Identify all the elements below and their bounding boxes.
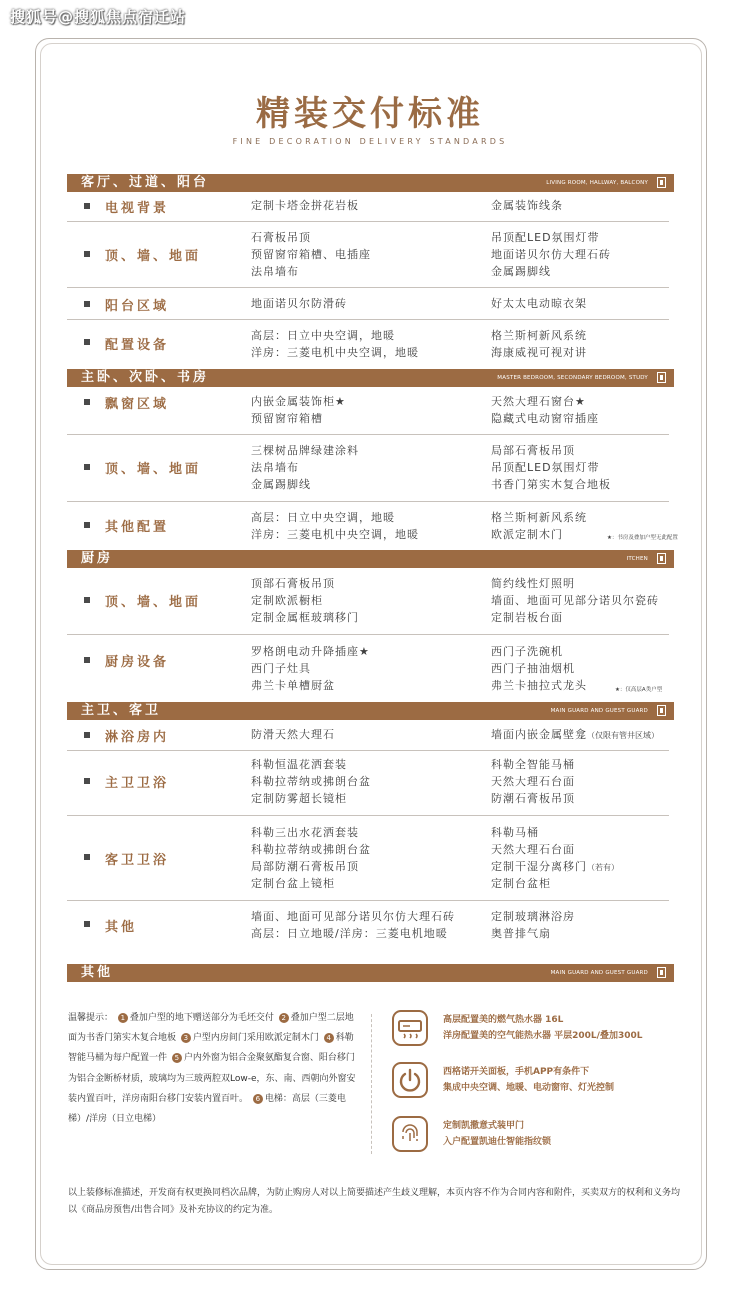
divider xyxy=(67,634,669,635)
section-subtitle: MASTER BEDROOM, SECONDARY BEDROOM, STUDY xyxy=(497,375,648,381)
col-left: 顶部石膏板吊顶 定制欧派橱柜 定制金属框玻璃移门 xyxy=(251,577,359,624)
row-label: 飘窗区域 xyxy=(105,397,170,412)
tip-text: 科勒智能马桶为每户配置一件 xyxy=(68,1033,354,1064)
bullet-icon xyxy=(84,203,90,209)
section-title: 其他 xyxy=(81,965,114,980)
divider xyxy=(67,287,669,288)
divider xyxy=(67,750,669,751)
door-icon xyxy=(657,705,666,716)
section-subtitle: LIVING ROOM, HALLWAY, BALCONY xyxy=(546,180,648,186)
feature-line: 高层配置美的燃气热水器 16L xyxy=(443,1015,564,1025)
col-right: 金属装饰线条 xyxy=(491,199,563,212)
divider xyxy=(67,221,669,222)
row-label: 其他 xyxy=(105,920,138,935)
tip-text: 电梯：高层（三菱电梯）/洋房（日立电梯） xyxy=(68,1093,346,1125)
bullet-icon xyxy=(84,921,90,927)
tip-number: 1 xyxy=(118,1013,128,1023)
col-right: 局部石膏板吊顶 吊顶配LED氛围灯带 书香门第实木复合地板 xyxy=(491,444,611,491)
row-label: 主卫卫浴 xyxy=(105,776,170,791)
row-label: 顶、墙、地面 xyxy=(105,462,202,477)
bullet-icon xyxy=(84,301,90,307)
col-right: 墙面内嵌金属壁龛（仅限有管井区域） xyxy=(491,728,659,741)
bullet-icon xyxy=(84,399,90,405)
col-right: 西门子洗碗机 西门子抽油烟机 弗兰卡抽拉式龙头 xyxy=(491,645,587,692)
col-right: 定制玻璃淋浴房 奥普排气扇 xyxy=(491,910,575,940)
tips-lead: 温馨提示： xyxy=(68,1013,114,1023)
water-heater-icon xyxy=(392,1010,428,1046)
tip-text: 叠加户型的地下赠送部分为毛坯交付 xyxy=(129,1013,274,1023)
feature-line: 定制凯撒意式装甲门 xyxy=(443,1121,525,1131)
row-label: 客卫卫浴 xyxy=(105,853,170,868)
col-right: 简约线性灯照明 墙面、地面可见部分诺贝尔瓷砖 定制岩板台面 xyxy=(491,577,659,624)
row-label: 配置设备 xyxy=(105,338,170,353)
bullet-icon xyxy=(84,732,90,738)
divider xyxy=(67,501,669,502)
section-bar-bedroom xyxy=(67,369,674,387)
row-label: 顶、墙、地面 xyxy=(105,595,202,610)
power-switch-icon xyxy=(392,1062,428,1098)
col-right: 格兰斯柯新风系统 海康威视可视对讲 xyxy=(491,329,587,359)
bullet-icon xyxy=(84,339,90,345)
tip-number: 6 xyxy=(253,1094,263,1104)
divider xyxy=(67,319,669,320)
tip-number: 2 xyxy=(279,1013,289,1023)
col-left: 石膏板吊顶 预留窗帘箱槽、电插座 法帛墙布 xyxy=(251,231,371,278)
col-right: 好太太电动晾衣架 xyxy=(491,297,587,310)
section-bar-living xyxy=(67,174,674,192)
section-bar-kitchen xyxy=(67,550,674,568)
vertical-divider xyxy=(371,1014,372,1154)
page-subtitle: FINE DECORATION DELIVERY STANDARDS xyxy=(232,137,508,146)
col-left: 地面诺贝尔防滑砖 xyxy=(251,297,347,310)
bullet-icon xyxy=(84,251,90,257)
divider xyxy=(67,434,669,435)
door-icon xyxy=(657,372,666,383)
door-icon xyxy=(657,553,666,564)
feature-line: 入户配置凯迪仕智能指纹锁 xyxy=(443,1137,552,1147)
feature-line: 集成中央空调、地暖、电动窗帘、灯光控制 xyxy=(443,1083,615,1093)
col-left: 高层：日立中央空调，地暖 洋房：三菱电机中央空调，地暖 xyxy=(251,511,419,541)
section-bar-bathroom xyxy=(67,702,674,720)
col-left: 防滑天然大理石 xyxy=(251,728,335,741)
col-right: 吊顶配LED氛围灯带 地面诺贝尔仿大理石砖 金属踢脚线 xyxy=(491,231,611,278)
section-subtitle: ITCHEN xyxy=(626,556,648,562)
divider xyxy=(67,815,669,816)
feature-line: 西格诺开关面板，手机APP有条件下 xyxy=(443,1067,590,1077)
tip-text: 户内外窗为铝合金聚氨酯复合窗、阳台移门为铝合金断桥材质，玻璃均为三玻两腔双Low-e，东、南、西朝向外窗安装内置百叶，洋房南阳台移门安装内置百叶。 xyxy=(68,1053,356,1104)
feature-line: 洋房配置美的空气能热水器 平层200L/叠加300L xyxy=(443,1031,643,1041)
bullet-icon xyxy=(84,854,90,860)
bullet-icon xyxy=(84,522,90,528)
col-right: 科勒全智能马桶 天然大理石台面 防潮石膏板吊顶 xyxy=(491,758,575,805)
col-left: 科勒恒温花洒套装 科勒拉蒂纳或拂朗台盆 定制防雾超长镜柜 xyxy=(251,758,371,805)
col-left: 内嵌金属装饰柜★ 预留窗帘箱槽 xyxy=(251,395,346,425)
col-left: 定制卡塔金拼花岩板 xyxy=(251,199,359,212)
bullet-icon xyxy=(84,464,90,470)
col-right: 科勒马桶 天然大理石台面 定制干湿分离移门（若有） 定制台盆柜 xyxy=(491,826,619,890)
bullet-icon xyxy=(84,597,90,603)
bullet-icon xyxy=(84,657,90,663)
tip-number: 3 xyxy=(181,1033,191,1043)
col-left: 高层：日立中央空调，地暖 洋房：三菱电机中央空调，地暖 xyxy=(251,329,419,359)
tip-text: 叠加户型二层地面为书香门第实木复合地板 xyxy=(68,1013,354,1044)
row-label: 阳台区域 xyxy=(105,299,170,314)
col-left: 三棵树品牌绿建涂料 法帛墙布 金属踢脚线 xyxy=(251,444,359,491)
section-title: 主卫、客卫 xyxy=(81,703,162,718)
col-left: 墙面、地面可见部分诺贝尔仿大理石砖 高层：日立地暖/洋房：三菱电机地暖 xyxy=(251,910,455,940)
footnote-kitchen: ★：仅高层A类户型 xyxy=(615,687,663,693)
section-bar-other xyxy=(67,964,674,982)
section-title: 主卧、次卧、书房 xyxy=(81,370,210,385)
disclaimer: 以上装修标准描述，开发商有权更换同档次品牌，为防止购房人对以上简要描述产生歧义理解，本页内容不作为合同内容和附件，买卖双方的权利和义务均以《商品房预售/出售合同》及补充协议的约定为准。 xyxy=(68,1188,681,1215)
tip-text: 户型内房间门采用欧派定制木门 xyxy=(192,1033,319,1044)
col-right: 天然大理石窗台★ 隐藏式电动窗帘插座 xyxy=(491,395,599,425)
tip-number: 5 xyxy=(172,1053,182,1063)
door-icon xyxy=(657,967,666,978)
footnote-study: ★：书房及叠加户型无此配置 xyxy=(607,535,678,541)
fingerprint-icon xyxy=(392,1116,428,1152)
row-label: 顶、墙、地面 xyxy=(105,249,202,264)
tip-number: 4 xyxy=(324,1033,334,1043)
tips-block xyxy=(68,1008,358,1129)
section-title: 厨房 xyxy=(81,551,114,566)
row-label: 淋浴房内 xyxy=(105,730,170,745)
section-subtitle: MAIN GUARD AND GUEST GUARD xyxy=(550,970,648,976)
page-title: 精装交付标准 xyxy=(256,94,484,134)
col-right: 格兰斯柯新风系统 欧派定制木门 xyxy=(491,511,587,541)
col-left: 科勒三出水花洒套装 科勒拉蒂纳或拂朗台盆 局部防潮石膏板吊顶 定制台盆上镜柜 xyxy=(251,826,371,890)
divider xyxy=(67,900,669,901)
bullet-icon xyxy=(84,778,90,784)
door-note: （若有） xyxy=(587,863,619,872)
col-left: 罗格朗电动升降插座★ 西门子灶具 弗兰卡单槽厨盆 xyxy=(251,645,370,692)
section-subtitle: MAIN GUARD AND GUEST GUARD xyxy=(550,708,648,714)
row-label: 电视背景 xyxy=(105,201,170,216)
door-icon xyxy=(657,177,666,188)
row-label: 其他配置 xyxy=(105,520,170,535)
row-label: 厨房设备 xyxy=(105,655,170,670)
watermark: 搜狐号@搜狐焦点宿迁站 xyxy=(10,8,187,26)
section-title: 客厅、过道、阳台 xyxy=(81,175,210,190)
shower-note: （仅限有管井区域） xyxy=(587,731,659,740)
